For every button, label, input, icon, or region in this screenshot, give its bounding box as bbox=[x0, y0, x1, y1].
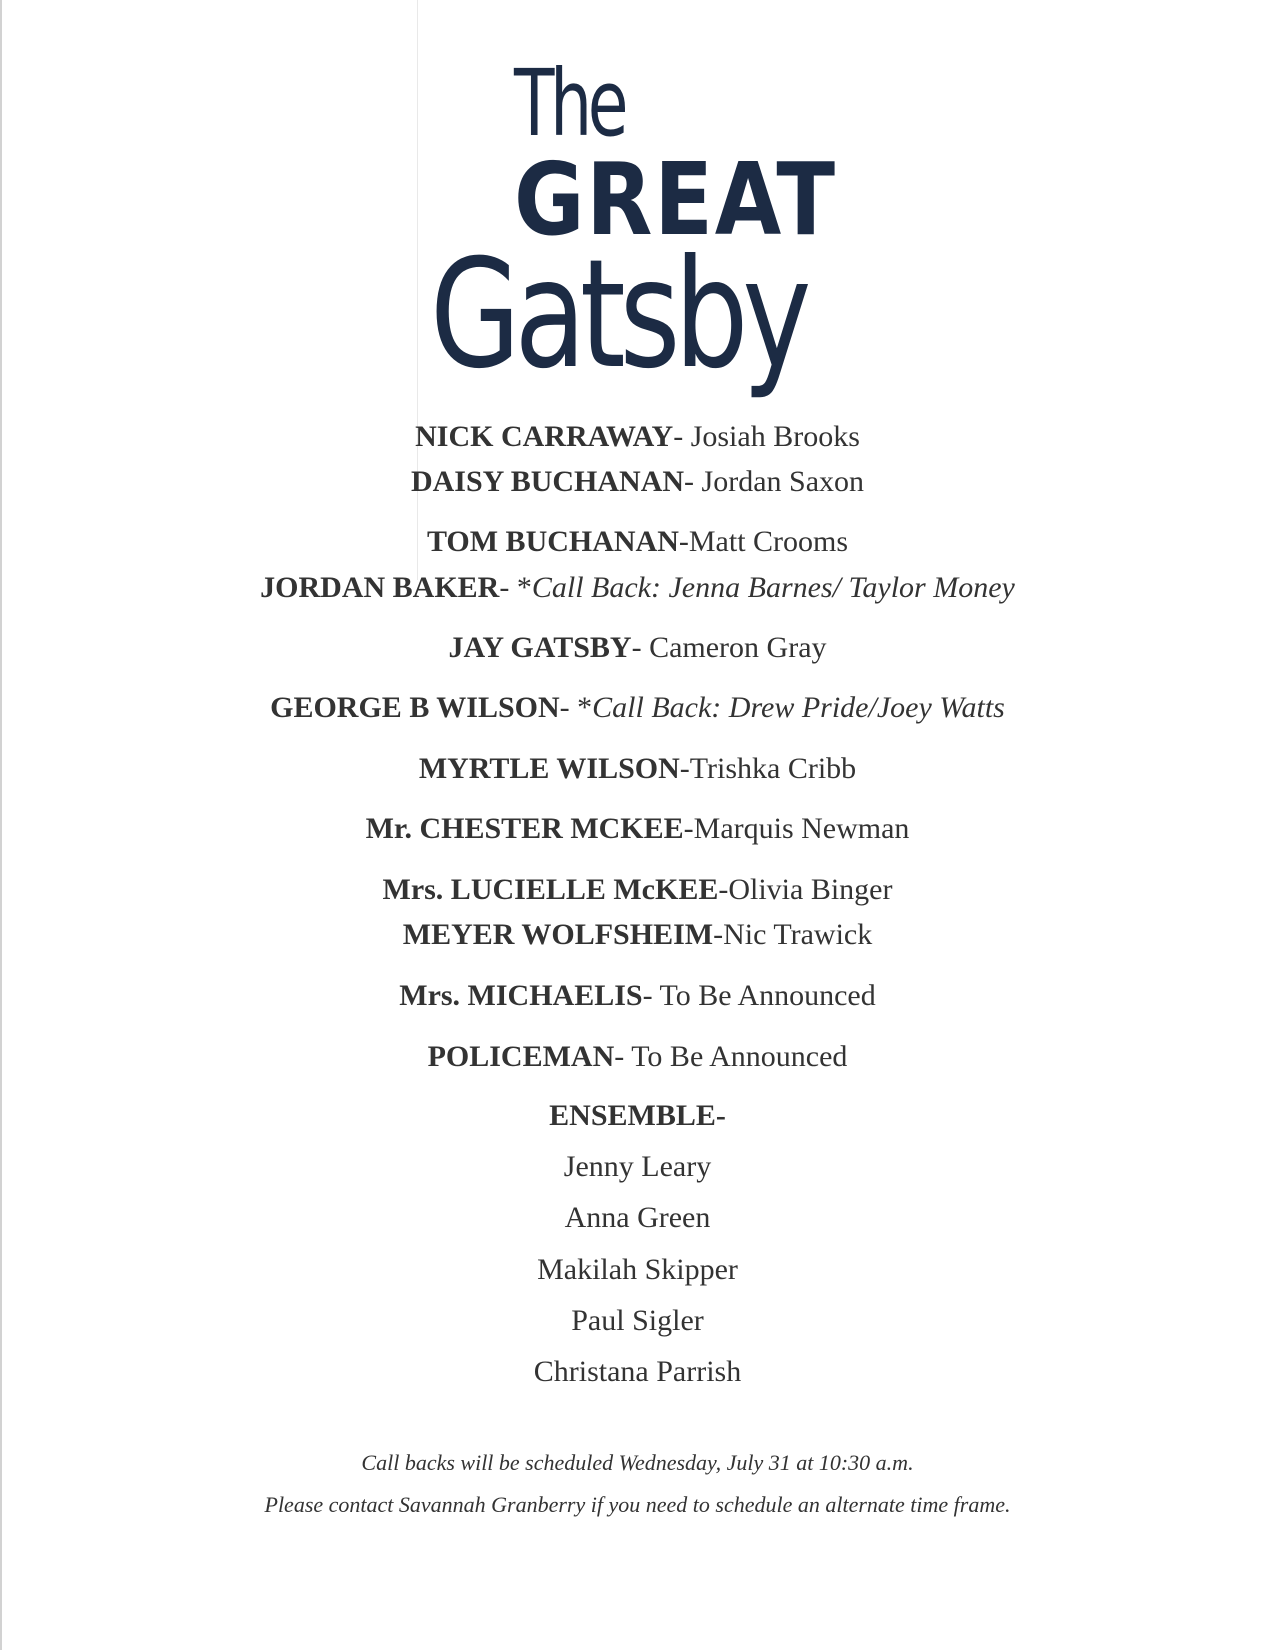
cast-line-chester bbox=[0, 811, 1275, 847]
logo-great: GREAT bbox=[514, 141, 837, 258]
actor-name: -Matt Crooms bbox=[678, 525, 849, 558]
role-name: GEORGE B WILSON bbox=[270, 691, 560, 724]
ensemble-member: Makilah Skipper bbox=[537, 1253, 738, 1286]
cast-line-tom bbox=[0, 524, 1275, 560]
ensemble-heading bbox=[0, 1098, 1275, 1134]
role-name: Mrs. LUCIELLE McKEE bbox=[382, 873, 719, 906]
actor-name: -Nic Trawick bbox=[713, 918, 873, 951]
ensemble-member: Jenny Leary bbox=[563, 1150, 712, 1183]
cast-line-daisy bbox=[0, 464, 1275, 500]
cast-line-george bbox=[0, 690, 1275, 726]
callback-schedule-note: Call backs will be scheduled Wednesday, July 31 at 10:30 a.m. bbox=[361, 1450, 914, 1475]
role-name: Mrs. MICHAELIS bbox=[399, 979, 643, 1012]
role-name: TOM BUCHANAN bbox=[426, 525, 679, 558]
actor-name: -Marquis Newman bbox=[683, 812, 910, 845]
cast-line-meyer bbox=[0, 917, 1275, 953]
show-logo bbox=[430, 50, 890, 412]
logo-the: The bbox=[514, 50, 625, 157]
role-name: Mr. CHESTER MCKEE bbox=[365, 812, 684, 845]
cast-line-myrtle bbox=[0, 751, 1275, 787]
ensemble-member: Paul Sigler bbox=[571, 1304, 704, 1337]
role-name: JORDAN BAKER bbox=[260, 571, 500, 604]
cast-line-policeman bbox=[0, 1039, 1275, 1075]
actor-name: - To Be Announced bbox=[614, 1040, 848, 1073]
actor-name: -Olivia Binger bbox=[718, 873, 893, 906]
actor-name: - Cameron Gray bbox=[631, 631, 827, 664]
cast-line-nick bbox=[0, 419, 1275, 455]
ensemble-member: Christana Parrish bbox=[533, 1355, 742, 1388]
cast-line-lucielle bbox=[0, 872, 1275, 908]
ensemble-label: ENSEMBLE- bbox=[549, 1099, 726, 1132]
actor-name: - * bbox=[559, 691, 593, 724]
actor-name: -Trishka Cribb bbox=[679, 752, 857, 785]
role-name: DAISY BUCHANAN bbox=[410, 465, 685, 498]
cast-line-jordan bbox=[0, 570, 1275, 606]
role-name: MEYER WOLFSHEIM bbox=[402, 918, 714, 951]
contact-note: Please contact Savannah Granberry if you need to schedule an alternate time frame. bbox=[264, 1492, 1011, 1517]
actor-name: - Jordan Saxon bbox=[684, 465, 865, 498]
ensemble-member: Anna Green bbox=[564, 1201, 711, 1234]
role-name: MYRTLE WILSON bbox=[418, 752, 680, 785]
role-name: JAY GATSBY bbox=[448, 631, 632, 664]
role-name: NICK CARRAWAY bbox=[415, 420, 674, 453]
actor-name: - * bbox=[499, 571, 532, 604]
callback-note: Call Back: Jenna Barnes/ Taylor Money bbox=[531, 571, 1015, 604]
actor-name: - To Be Announced bbox=[642, 979, 876, 1012]
cast-line-michaelis bbox=[0, 978, 1275, 1014]
logo-gatsby: Gatsby bbox=[430, 228, 806, 402]
callback-note: Call Back: Drew Pride/Joey Watts bbox=[592, 691, 1005, 724]
actor-name: - Josiah Brooks bbox=[673, 420, 860, 453]
role-name: POLICEMAN bbox=[427, 1040, 615, 1073]
cast-line-gatsby bbox=[0, 630, 1275, 666]
